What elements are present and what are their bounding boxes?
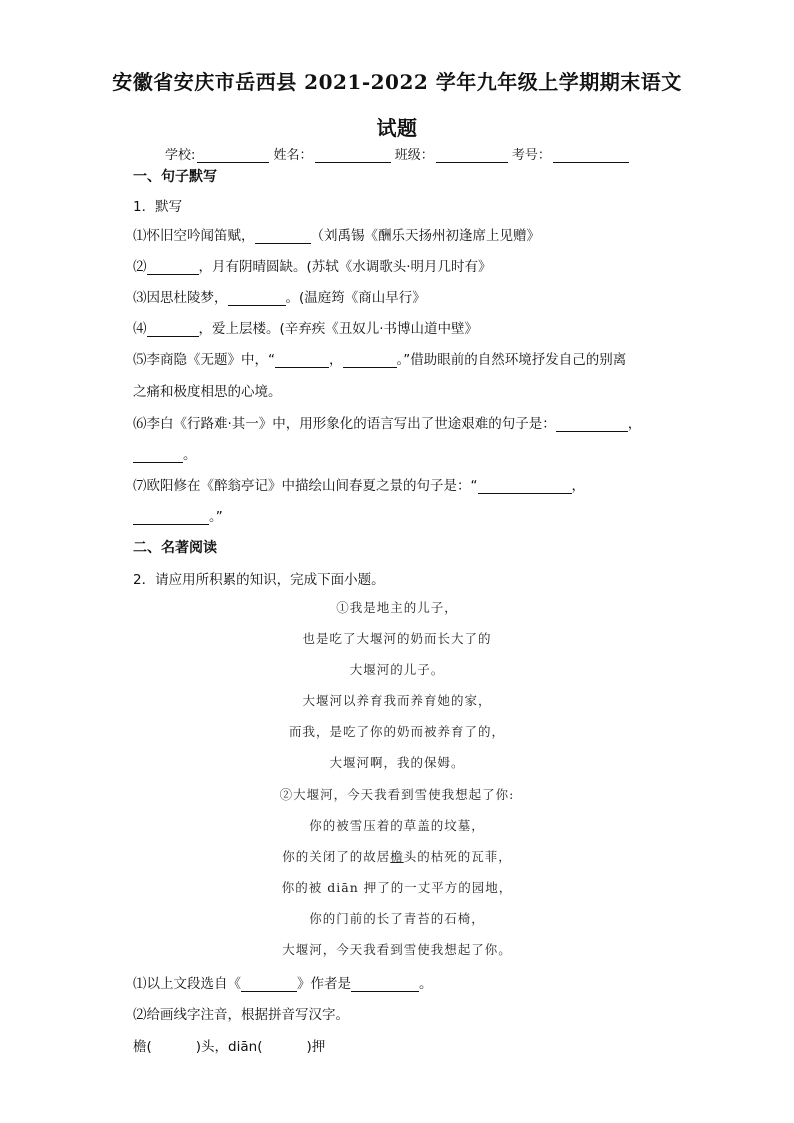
answer-blank[interactable] bbox=[343, 353, 397, 368]
name-field[interactable] bbox=[315, 148, 391, 163]
answer-blank[interactable] bbox=[133, 510, 209, 525]
number-field[interactable] bbox=[553, 148, 629, 163]
item-7-continued: 。” bbox=[133, 505, 223, 525]
poem-line: 大堰河的儿子。 bbox=[349, 662, 445, 677]
answer-blank[interactable] bbox=[228, 291, 286, 306]
question1-label: 1．默写 bbox=[133, 199, 183, 215]
answer-blank[interactable] bbox=[275, 353, 329, 368]
answer-blank[interactable] bbox=[351, 977, 419, 992]
item-5-continued: 之痛和极度相思的心境。 bbox=[133, 384, 282, 400]
class-label: 班级： bbox=[394, 148, 434, 163]
item-7: ⑺欧阳修在《醉翁亭记》中描绘山间春夏之景的句子是：“ ， bbox=[133, 478, 585, 494]
student-info-row bbox=[165, 144, 629, 163]
poem-line: 你的关闭了的故居檐头的枯死的瓦菲， bbox=[282, 849, 512, 864]
poem-line: 大堰河啊，我的保姆。 bbox=[329, 755, 465, 770]
page-title-line2: 试题 bbox=[376, 116, 418, 140]
subquestion-2: ⑵给画线字注音，根据拼音写汉字。 bbox=[133, 1007, 349, 1023]
poem-line: 你的门前的长了青苔的石椅， bbox=[309, 911, 485, 926]
poem-line: 而我，是吃了你的奶而被养育了的， bbox=[288, 724, 505, 739]
item-5: ⑸李商隐《无题》中，“ ， 。”借助眼前的自然环境抒发自己的别离 bbox=[133, 352, 627, 368]
page-title-line1: 安徽省安庆市岳西县 2021-2022 学年九年级上学期期末语文 bbox=[112, 70, 682, 94]
answer-blank[interactable] bbox=[556, 417, 628, 432]
poem-line: 你的被 diān 押了的一丈平方的园地， bbox=[281, 880, 513, 895]
question2-label: 2．请应用所积累的知识，完成下面小题。 bbox=[133, 572, 385, 588]
answer-blank[interactable] bbox=[478, 479, 572, 494]
poem-line: 大堰河以养育我而养育她的家， bbox=[302, 693, 492, 708]
poem-line: 大堰河，今天我看到雪使我想起了你。 bbox=[282, 942, 512, 957]
answer-blank[interactable] bbox=[241, 977, 297, 992]
subquestion-2-answers: 檐( )头，diān( )押 bbox=[133, 1039, 326, 1055]
answer-blank[interactable] bbox=[255, 229, 311, 244]
poem-line: 你的被雪压着的草盖的坟墓， bbox=[309, 818, 485, 833]
item-6-continued: 。 bbox=[133, 443, 197, 463]
answer-blank[interactable] bbox=[147, 260, 199, 275]
poem-line: 也是吃了大堰河的奶而长大了的 bbox=[302, 631, 492, 646]
section1-heading: 一、句子默写 bbox=[133, 169, 217, 185]
poem-line: ①我是地主的儿子， bbox=[336, 600, 458, 615]
underlined-char: 檐 bbox=[390, 849, 404, 864]
subquestion-1: ⑴以上文段选自《 》作者是 。 bbox=[133, 976, 433, 992]
item-4: ⑷ ，爱上层楼。(辛弃疾《丑奴儿·书博山道中壁》 bbox=[133, 321, 479, 337]
poem-line: ②大堰河，今天我看到雪使我想起了你: bbox=[279, 787, 515, 802]
class-field[interactable] bbox=[436, 148, 508, 163]
answer-blank[interactable] bbox=[133, 448, 183, 463]
school-label: 学校: bbox=[165, 148, 196, 163]
section2-heading: 二、名著阅读 bbox=[133, 540, 217, 556]
item-2: ⑵ ，月有阴晴圆缺。(苏轼《水调歌头·明月几时有》 bbox=[133, 259, 492, 275]
name-label: 姓名： bbox=[273, 148, 313, 163]
item-1: ⑴怀旧空吟闻笛赋， （刘禹锡《酬乐天扬州初逢席上见赠》 bbox=[133, 228, 540, 244]
school-field[interactable] bbox=[197, 148, 269, 163]
item-6: ⑹李白《行路难·其一》中，用形象化的语言写出了世途艰难的句子是： ， bbox=[133, 416, 642, 432]
item-3: ⑶因思杜陵梦， 。(温庭筠《商山早行》 bbox=[133, 290, 426, 306]
number-label: 考号： bbox=[511, 148, 551, 163]
answer-blank[interactable] bbox=[147, 322, 199, 337]
